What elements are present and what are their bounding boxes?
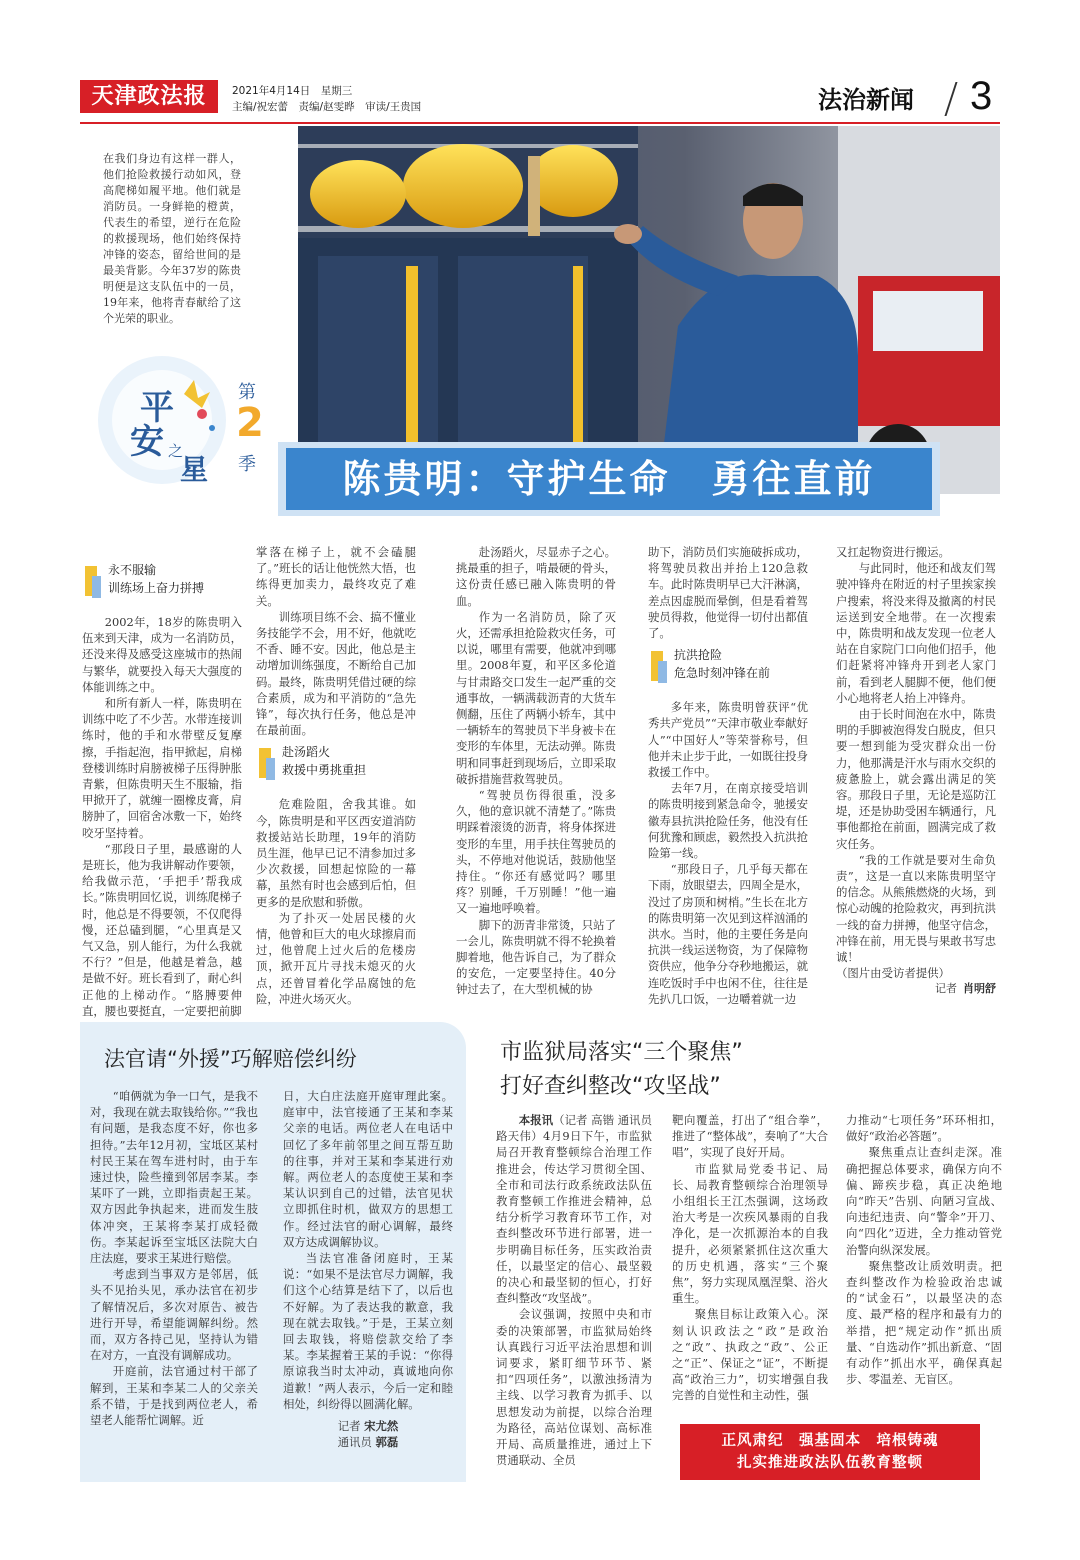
feature-headline: 陈贵明：守护生命 勇往直前 bbox=[286, 448, 932, 510]
byline-label: 记者 bbox=[337, 1419, 361, 1434]
byline-2 bbox=[283, 1434, 453, 1450]
badge-char-3: 之 bbox=[168, 442, 184, 460]
paragraph: “那段日子，几乎每天都在下雨，放眼望去，四周全是水，没过了房顶和树梢。”生长在北方的陈贵明第一次见到这样汹涌的洪水。当时，他的主要任务是向抗洪一线运送物资，为了保障物资供应，他争分夺秒地搬运，就连吃饭时手中也闲不住，往往是先扒几口饭，一边嚼着就一边 bbox=[648, 862, 808, 1006]
prison-article-title-line-2: 打好查纠整改“攻坚战” bbox=[500, 1074, 721, 1099]
paragraph: 2002年，18岁的陈贵明入伍来到天津，成为一名消防员，还没来得及感受这座城市的热闹与繁华，就要投入每天大强度的体能训练之中。 bbox=[82, 615, 242, 694]
paragraph: 去年7月，在南京接受培训的陈贵明接到紧急命令，驰援安徽寿县抗洪抢险任务，他没有任何犹豫和顾虑，毅然投入抗洪抢险第一线。 bbox=[648, 781, 808, 861]
header-divider bbox=[944, 82, 957, 116]
paragraph: “咱俩就为争一口气，是我不对，我现在就去取钱给你。”“我也有问题，是我态度不好，你也多担待。”去年12月初，宝坻区某村村民王某在驾车进村时，由于车速过快，险些撞到邻居李某。李某吓了一跳，立即指责起王某。双方因此争执起来，进而发生肢体冲突，王某将李某打成轻微伤。李某起诉至宝坻区法院大白庄法庭，要求王某进行赔偿。 bbox=[90, 1089, 258, 1266]
prison-article-column-1 bbox=[496, 1112, 652, 1468]
paragraph: 掌落在梯子上，就不会磕腿了。”班长的话让他恍然大悟，也练得更加卖力，最终攻克了难关。 bbox=[256, 545, 416, 608]
paragraph: 由于长时间泡在水中，陈贵明的手脚被泡得发白脱皮，但只要一想到能为受灾群众出一份力，他那满是汗水与雨水交织的疲惫脸上，就会露出满足的笑容。那段日子里，无论是巡防江堤，还是协助受困车辆通行，凡事他都抢在前面，圆满完成了救灾任务。 bbox=[836, 707, 996, 851]
issue-date: 2021年4月14日 星期三 bbox=[232, 85, 353, 97]
badge-char-1: 平 bbox=[140, 388, 174, 428]
ping-an-zhi-xing-badge bbox=[92, 342, 272, 502]
paragraph: “驾驶员伤得很重，没多久，他的意识就不清楚了。”陈贵明踩着滚烫的沥青，将身体探进变形的车里，用手扶住驾驶员的头，不停地对他说话，鼓励他坚持住。“你还有感觉吗？哪里疼？别睡，千万别睡！”他一遍又一遍地呼唤着。 bbox=[456, 788, 616, 916]
editor-credits: 主编/祝宏蕾 责编/赵雯晔 审读/王贵国 bbox=[232, 101, 422, 113]
section-name: 法治新闻 bbox=[818, 86, 914, 114]
byline-label: 通讯员 bbox=[337, 1435, 372, 1450]
judge-article-column-1 bbox=[90, 1088, 258, 1428]
paragraph: 作为一名消防员，除了灭火，还需承担抢险救灾任务，可以说，哪里有需要，他就冲到哪里。2008年夏，和平区多伦道与甘肃路交口发生一起严重的交通事故，一辆满载沥青的大货车侧翻，压住了两辆小轿车，其中一辆轿车的驾驶员下半身被卡在变形的车体里，无法动弹。陈贵明和同事赶到现场后，立即采取破拆措施营救驾驶员。 bbox=[456, 609, 616, 786]
subhead-1-title: 永不服输 bbox=[108, 563, 157, 577]
paragraph: 考虑到当事双方是邻居，低头不见抬头见，承办法官在初步了解情况后，多次对原告、被告进行开导，希望能调解纠纷。然而，双方各持己见，坚持认为错在对方，一直没有调解成功。 bbox=[90, 1267, 258, 1363]
feature-column-4 bbox=[648, 544, 808, 1007]
subhead-3-subtitle: 危急时刻冲锋在前 bbox=[674, 666, 771, 681]
subhead-3-title: 抗洪抢险 bbox=[674, 648, 723, 663]
prison-article-title-line-1: 市监狱局落实“三个聚焦” bbox=[500, 1040, 743, 1065]
feature-column-5 bbox=[836, 544, 996, 998]
byline bbox=[836, 981, 996, 997]
paragraph: 危难险阻，舍我其谁。如今，陈贵明是和平区西安道消防救援站站长助理，19年的消防员生涯，他早已记不清参加过多少次救援，回想起惊险的一幕幕，虽然有时也会感到后怕，但更多的是欣慰和骄傲。 bbox=[256, 797, 416, 909]
prison-article-column-2 bbox=[672, 1112, 828, 1404]
paragraph: 当法官准备闭庭时，王某说：“如果不是法官尽力调解，我们这个心结算是结下了，以后也不好解。为了表达我的歉意，我现在就去取钱。”于是，王某立刻回去取钱，将赔偿款交给了李某。李某握着王某的手说：“你得原谅我当时太冲动，真诚地向你道歉！”两人表示，今后一定和睦相处，纠纷得以圆满化解。 bbox=[283, 1251, 453, 1411]
paragraph: 和所有新人一样，陈贵明在训练中吃了不少苦。水带连接训练时，他的手和水带壁反复摩擦，手指起泡，指甲掀起，肩梯登楼训练时肩膀被梯子压得肿胀青紫，但陈贵明天生不服输，指甲掀开了，就缠一圈橡皮膏，肩膀肿了，回宿舍冰敷一下，始终咬牙坚持着。 bbox=[82, 696, 242, 840]
lead-text: （记者 高锴 通讯员 路天伟）4月9日下午，市监狱局召开教育整顿综合治理工作推进会，传达学习贯彻全国、全市和司法行政系统政法队伍教育整顿工作推进会精神，总结分析学习教育环节工作，对查纠整改环节进行部署，进一步明确目标任务，压实政治责任，以最坚定的信心、最坚毅的决心和最坚韧的恒心，打好查纠整改“攻坚战”。 bbox=[496, 1113, 652, 1306]
subhead-3 bbox=[648, 647, 808, 691]
paragraph: 聚焦重点让查纠走深。准确把握总体要求，确保方向不偏、蹄疾步稳，真正决绝地向“昨天”告别、向陋习宣战、向违纪违责、向“警伞”开刀、向“四化”迈进，全力推动管党治警向纵深发展。 bbox=[846, 1145, 1002, 1257]
paragraph: 市监狱局党委书记、局长、局教育整顿综合治理领导小组组长王江杰强调，这场政治大考是一次疾风暴雨的自我净化，是一次抓源治本的自我提升，必须紧紧抓住这次重大的历史机遇，落实“三个聚焦”，努力实现凤凰涅槃、浴火重生。 bbox=[672, 1161, 828, 1306]
subhead-1-subtitle: 训练场上奋力拼搏 bbox=[108, 581, 205, 595]
paragraph: 会议强调，按照中央和市委的决策部署，市监狱局始终认真践行习近平法治思想和训词要求，紧盯细节环节、紧扣“四项任务”，以激浊扬清为主线、以学习教育为抓手、以思想发动为前提，以综合治理为路径，高站位谋划、高标准开局、高质量推进，通过上下贯通联动、全员 bbox=[496, 1307, 652, 1468]
paragraph: “那段日子里，最感谢的人是班长，他为我讲解动作要领，给我做示范，‘手把手’帮我成长。”陈贵明回忆说，训练爬梯子时，他总是不得要领，不仅爬得慢，还总磕到腿，“心里真是又气又急，别人能行，为什么我就不行？”但是，他越是着急，越是做不好。班长看到了，耐心纠正他的上梯动作。“胳膊要伸直，腰也要挺直，一定要把前脚 bbox=[82, 841, 242, 1018]
byline-1 bbox=[283, 1418, 453, 1434]
paragraph: 聚焦整改让质效明责。把查纠整改作为检验政治忠诚的“试金石”，以最坚决的态度、最严格的程序和最有力的举措，把“规定动作”抓出质量、“自选动作”抓出新意、“固有动作”抓出水平，确保真起步、零温差、无盲区。 bbox=[846, 1258, 1002, 1387]
paragraph: 助下，消防员们实施破拆成功，将驾驶员救出并抬上120急救车。此时陈贵明早已大汗淋漓，差点因虚脱而晕倒，但是看着驾驶员得救，他觉得一切付出都值了。 bbox=[648, 545, 808, 641]
slogan-line-1: 正风肃纪 强基固本 培根铸魂 bbox=[721, 1433, 939, 1449]
subhead-2-subtitle: 救援中勇挑重担 bbox=[282, 763, 367, 778]
byline-name: 郭磊 bbox=[375, 1435, 399, 1450]
byline-name: 肖明舒 bbox=[963, 982, 996, 996]
badge-char-4: 星 bbox=[180, 453, 209, 486]
paragraph: 聚焦目标让政策入心。深刻认识政法之“政”是政治之“政”、执政之“政”、公正之“正”、保证之“证”，不断提高“政治三力”，切实增强自我完善的自觉性和主动性，强 bbox=[672, 1307, 828, 1403]
slogan-banner bbox=[680, 1424, 980, 1480]
season-label-a: 第 bbox=[238, 382, 256, 403]
judge-article-column-2 bbox=[283, 1088, 453, 1450]
feature-intro: 在我们身边有这样一群人，他们抢险救援行动如风，登高爬梯如履平地。他们就是消防员。一身鲜艳的橙黄，代表生的希望，逆行在危险的救援现场，他们始终保持冲锋的姿态，留给世间的是最美背影。今年37岁的陈贵明便是这支队伍中的一员，19年来，他将青春献给了这个光荣的职业。 bbox=[103, 152, 241, 325]
firefighter-photo bbox=[298, 126, 1000, 494]
subhead-1 bbox=[82, 562, 242, 606]
prison-article-column-3 bbox=[846, 1112, 1002, 1387]
paragraph: 靶向覆盖，打出了“组合拳”，推进了“整体战”，奏响了“大合唱”，实现了良好开局。 bbox=[672, 1113, 828, 1160]
photo-credit: （图片由受访者提供） bbox=[836, 966, 950, 981]
season-number: 2 bbox=[236, 400, 264, 446]
paragraph: 赴汤蹈火，尽显赤子之心。挑最重的担子，啃最硬的骨头，这份责任感已融入陈贵明的骨血。 bbox=[456, 545, 616, 608]
paragraph: 日，大白庄法庭开庭审理此案。庭审中，法官接通了王某和李某父亲的电话。两位老人在电话中回忆了多年前邻里之间互帮互助的往事，并对王某和李某进行劝解。两位老人的态度使王某和李某认识到自己的过错，法官见状立即抓住时机，做双方的思想工作。经过法官的耐心调解，最终双方达成调解协议。 bbox=[283, 1089, 453, 1249]
paragraph: 脚下的沥青非常烫，只站了一会儿，陈贵明就不得不轮换着脚着地，他告诉自己，为了群众的安危，一定要坚持住。40分钟过去了，在大型机械的协 bbox=[456, 917, 616, 997]
subhead-2-title: 赴汤蹈火 bbox=[282, 745, 331, 760]
paragraph: 与此同时，他还和战友们驾驶冲锋舟在附近的村子里挨家挨户搜索，将没来得及撤离的村民运送到安全地带。在一次搜索中，陈贵明和战友发现一位老人站在自家院门口向他们招手，他们赶紧将冲锋舟开到老人家门前，看到老人腿脚不便，他们便小心地将老人抬上冲锋舟。 bbox=[836, 561, 996, 705]
byline-name: 宋尤然 bbox=[364, 1419, 399, 1434]
header-rule bbox=[80, 122, 1000, 124]
badge-char-2: 安 bbox=[130, 422, 164, 462]
judge-article-title: 法官请“外援”巧解赔偿纠纷 bbox=[104, 1047, 357, 1071]
feature-column-1 bbox=[82, 556, 242, 1019]
season-label-b: 季 bbox=[238, 454, 256, 475]
paragraph: “我的工作就是要对生命负责”，这是一直以来陈贵明坚守的信念。从熊熊燃烧的火场，到惊心动魄的抢险救灾，再到抗洪一线的奋力拼搏，他坚守信念，冲锋在前，用无畏与果敢书写忠诚！ bbox=[836, 852, 996, 965]
paragraph: 为了扑灭一处居民楼的火情，他曾和巨大的电火球擦肩而过，他曾爬上过火后的危楼房顶，掀开瓦片寻找未熄灭的火点，还曾冒着化学品腐蚀的危险，冲进火场灭火。 bbox=[256, 910, 416, 1006]
paragraph: 多年来，陈贵明曾获评“优秀共产党员”“天津市敬业奉献好人”“中国好人”等荣誉称号，但他并未止步于此，一如既往投身救援工作中。 bbox=[648, 700, 808, 780]
paragraph: 力推动“七项任务”环环相扣，做好“政治必答题”。 bbox=[846, 1113, 1002, 1144]
page-number: 3 bbox=[970, 74, 993, 118]
byline-label: 记者 bbox=[935, 982, 957, 996]
newspaper-logo: 天津政法报 bbox=[80, 80, 218, 113]
feature-column-2 bbox=[256, 544, 416, 1007]
paragraph: 又扛起物资进行搬运。 bbox=[836, 545, 950, 559]
subhead-2 bbox=[256, 744, 416, 788]
feature-column-3 bbox=[456, 544, 616, 998]
paragraph: 开庭前，法官通过村干部了解到，王某和李某二人的父亲关系不错，于是找到两位老人，希望老人能帮忙调解。近 bbox=[90, 1364, 258, 1428]
slogan-line-2: 扎实推进政法队伍教育整顿 bbox=[737, 1455, 923, 1471]
lead-label: 本报讯 bbox=[518, 1113, 554, 1127]
paragraph: 训练项目练不会、搞不懂业务技能学不会，用不好，他就吃不香、睡不安。因此，他总是主动增加训练强度，不断给自己加码。最终，陈贵明凭借过硬的综合素质，成为和平消防的“急先锋”，每次执行任务，他总是冲在最前面。 bbox=[256, 609, 416, 738]
lead-paragraph bbox=[496, 1112, 652, 1306]
